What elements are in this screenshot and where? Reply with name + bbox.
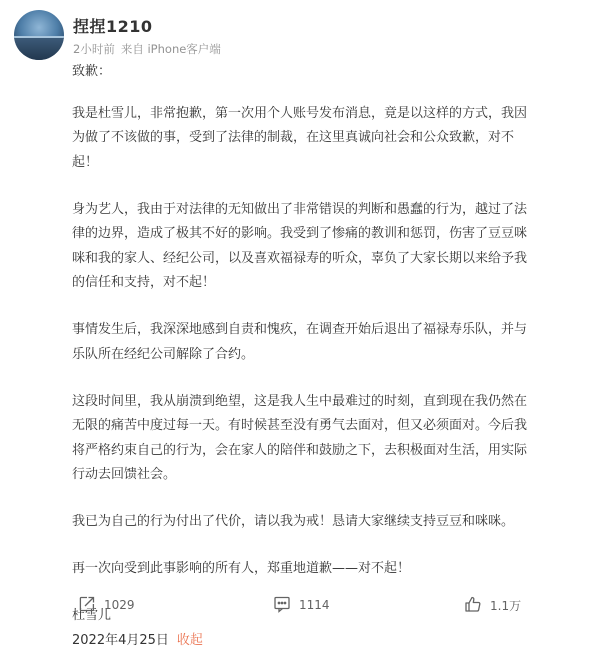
thumbs-up-icon <box>464 595 482 616</box>
post-signature: 杜雪儿 <box>72 604 534 629</box>
like-count: 1.1万 <box>490 597 521 614</box>
post-paragraph: 身为艺人，我由于对法律的无知做出了非常错误的判断和愚蠢的行为，越过了法律的边界，造成了极其不好的影响。我受到了惨痛的教训和惩罚，伤害了豆豆咪咪和我的家人、经纪公司，以及喜欢福禄寿的听众，辜负了大家长期以来给予我的信任和支持，对不起！ <box>72 198 534 296</box>
action-bar <box>0 592 600 618</box>
repost-button[interactable] <box>78 592 135 618</box>
avatar[interactable] <box>14 10 64 60</box>
post-paragraph: 我已为自己的行为付出了代价，请以我为戒！恳请大家继续支持豆豆和咪咪。 <box>72 510 534 535</box>
repost-count: 1029 <box>104 598 135 612</box>
like-button[interactable] <box>464 592 521 618</box>
post-time[interactable]: 2小时前 <box>73 41 115 57</box>
username[interactable]: 捏捏1210 <box>73 14 153 37</box>
post-date: 2022年4月25日 <box>72 629 169 653</box>
post-content <box>72 60 534 653</box>
comment-button[interactable] <box>273 592 330 618</box>
post-greeting: 致歉： <box>72 60 534 85</box>
post-paragraph: 再一次向受到此事影响的所有人，郑重地道歉——对不起！ <box>72 557 534 582</box>
collapse-link[interactable]: 收起 <box>177 629 203 653</box>
post-meta <box>73 41 221 57</box>
post-paragraph: 事情发生后，我深深地感到自责和愧疚，在调查开始后退出了福禄寿乐队，并与乐队所在经纪公司解除了合约。 <box>72 318 534 367</box>
comment-count: 1114 <box>299 598 330 612</box>
share-arrow-icon <box>78 595 96 616</box>
post-paragraph: 我是杜雪儿，非常抱歉，第一次用个人账号发布消息，竟是以这样的方式，我因为做了不该做的事，受到了法律的制裁，在这里真诚向社会和公众致歉，对不起！ <box>72 102 534 176</box>
comment-icon <box>273 595 291 616</box>
post-paragraph: 这段时间里，我从崩溃到绝望，这是我人生中最难过的时刻，直到现在我仍然在无限的痛苦中度过每一天。有时候甚至没有勇气去面对，但又必须面对。今后我将严格约束自己的行为，会在家人的陪伴和鼓励之下，去积极面对生活，用实际行动去回馈社会。 <box>72 390 534 488</box>
post-source: 来自 iPhone客户端 <box>121 41 221 57</box>
post-date-line <box>72 629 534 653</box>
